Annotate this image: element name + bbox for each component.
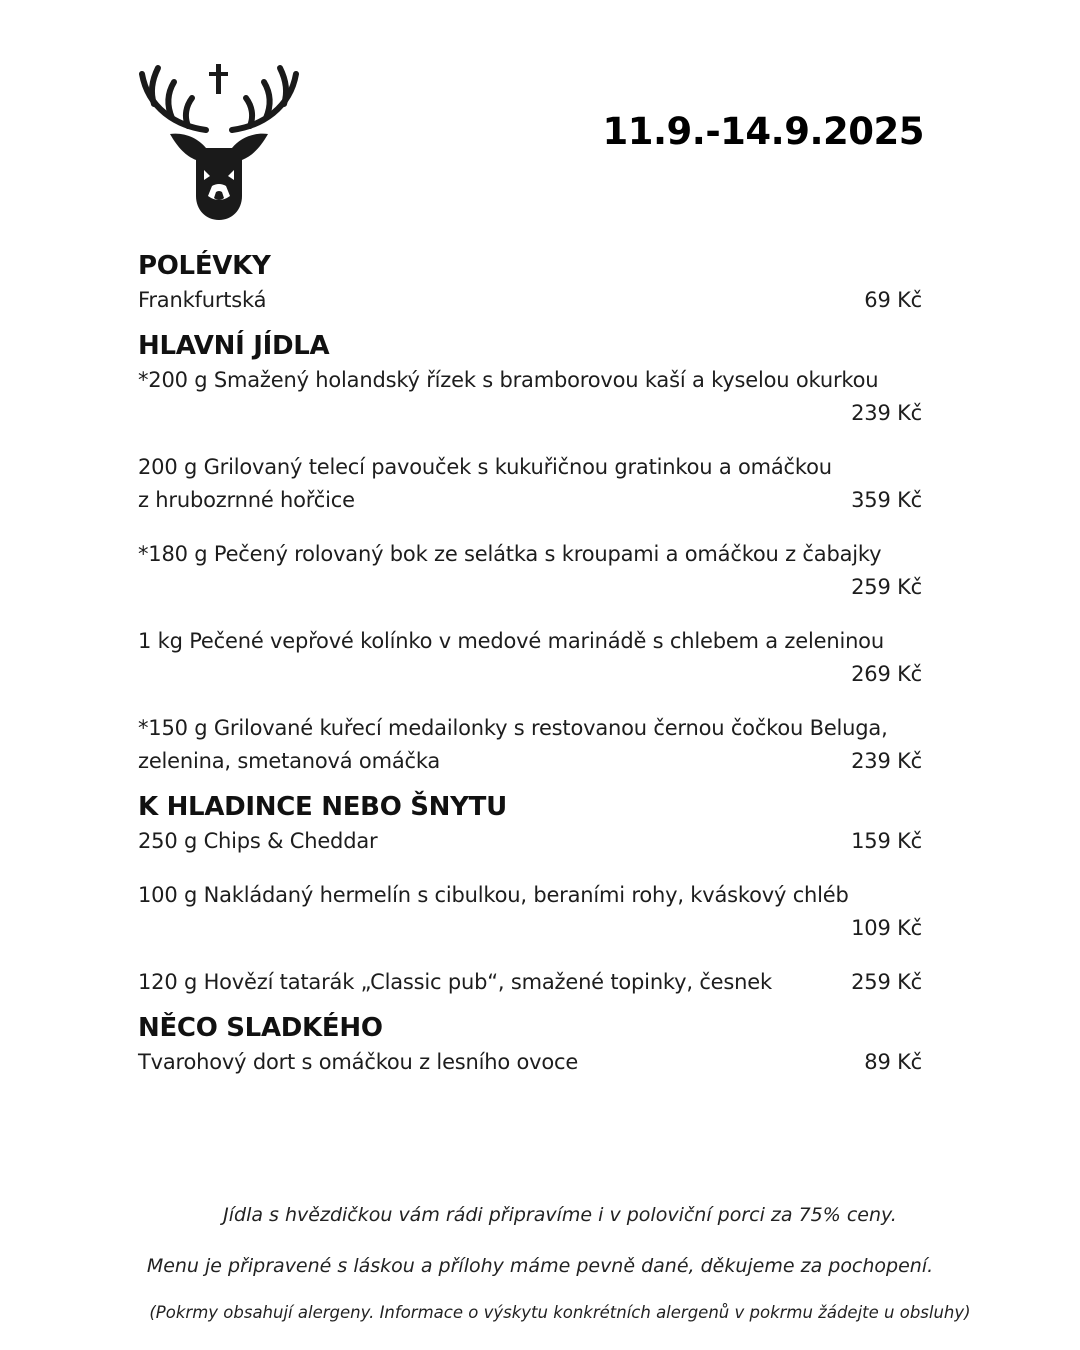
item-name: *200 g Smažený holandský řízek s bramborovou kaší a kyselou okurkou bbox=[138, 368, 879, 392]
menu-item bbox=[138, 538, 922, 604]
item-name-line1: *150 g Grilované kuřecí medailonky s restovanou černou čočkou Beluga, bbox=[138, 716, 888, 740]
item-price: 239 Kč bbox=[851, 401, 922, 425]
item-name: 120 g Hovězí tatarák „Classic pub“, smažené topinky, česnek bbox=[138, 970, 772, 994]
item-name: 100 g Nakládaný hermelín s cibulkou, beraními rohy, kváskový chléb bbox=[138, 883, 849, 907]
date-range: 11.9.-14.9.2025 bbox=[602, 110, 924, 153]
item-name-line2: z hrubozrnné hořčice bbox=[138, 488, 355, 512]
section-title-mains: HLAVNÍ JÍDLA bbox=[138, 331, 330, 361]
footer-notes bbox=[0, 1200, 1080, 1327]
menu-item bbox=[138, 879, 922, 945]
item-price: 259 Kč bbox=[851, 575, 922, 599]
item-name-line2: zelenina, smetanová omáčka bbox=[138, 749, 441, 773]
item-name-line1: 200 g Grilovaný telecí pavouček s kukuřičnou gratinkou a omáčkou bbox=[138, 455, 832, 479]
item-name: Tvarohový dort s omáčkou z lesního ovoce bbox=[138, 1050, 579, 1074]
item-name: Frankfurtská bbox=[138, 288, 267, 312]
menu-item bbox=[138, 1046, 922, 1079]
item-price: 359 Kč bbox=[851, 488, 922, 512]
menu-item bbox=[138, 364, 922, 430]
menu-item bbox=[138, 966, 922, 999]
item-price: 239 Kč bbox=[851, 749, 922, 773]
menu-item bbox=[138, 712, 922, 778]
item-price: 259 Kč bbox=[851, 970, 922, 994]
item-price: 269 Kč bbox=[851, 662, 922, 686]
note-sides: Menu je připravené s láskou a přílohy máme pevně dané, děkujeme za pochopení. bbox=[146, 1255, 934, 1277]
item-price: 89 Kč bbox=[864, 1050, 922, 1074]
item-name: 1 kg Pečené vepřové kolínko v medové marinádě s chlebem a zeleninou bbox=[138, 629, 884, 653]
item-price: 159 Kč bbox=[851, 829, 922, 853]
deer-cross-icon bbox=[136, 58, 302, 224]
menu-item bbox=[138, 284, 922, 317]
menu-content bbox=[138, 248, 922, 1079]
menu-item bbox=[138, 625, 922, 691]
menu-item bbox=[138, 825, 922, 858]
item-name: *180 g Pečený rolovaný bok ze selátka s kroupami a omáčkou z čabajky bbox=[138, 542, 882, 566]
menu-item bbox=[138, 451, 922, 517]
section-title-snacks: K HLADINCE NEBO ŠNYTU bbox=[138, 792, 507, 822]
note-half-portion: Jídla s hvězdičkou vám rádi připravíme i v poloviční porci za 75% ceny. bbox=[223, 1204, 897, 1226]
note-allergens: (Pokrmy obsahují alergeny. Informace o výskytu konkrétních alergenů v pokrmu žádejte u obsluhy) bbox=[149, 1303, 971, 1322]
item-price: 69 Kč bbox=[864, 288, 922, 312]
deer-logo bbox=[136, 58, 302, 224]
item-price: 109 Kč bbox=[851, 916, 922, 940]
section-title-dessert: NĚCO SLADKÉHO bbox=[138, 1013, 383, 1043]
section-title-soups: POLÉVKY bbox=[138, 251, 271, 281]
item-name: 250 g Chips & Cheddar bbox=[138, 829, 378, 853]
